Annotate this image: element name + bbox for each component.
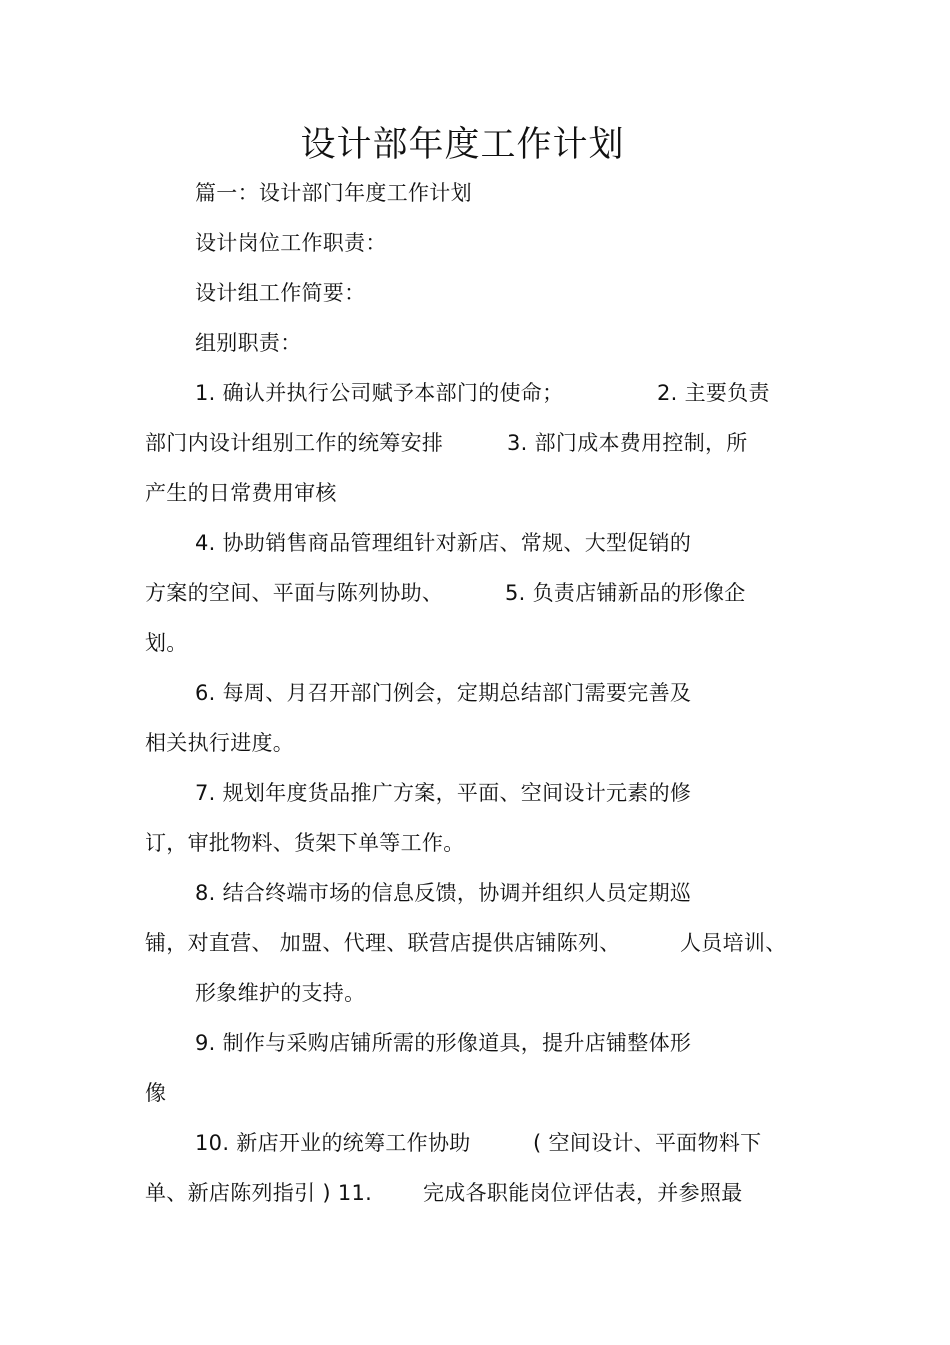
text-line: 像 xyxy=(145,1081,167,1105)
text-segment: 10. 新店开业的统筹工作协助 xyxy=(195,1131,471,1155)
text-line: 组别职责： xyxy=(195,331,302,355)
paragraph-line xyxy=(0,428,950,458)
text-segment: 方案的空间、平面与陈列协助、 xyxy=(145,581,444,605)
text-line: 9. 制作与采购店铺所需的形像道具，提升店铺整体形 xyxy=(195,1031,692,1055)
paragraph-line xyxy=(0,578,950,608)
text-segment: 单、新店陈列指引 ) 11. xyxy=(145,1181,373,1205)
text-line: 订，审批物料、货架下单等工作。 xyxy=(145,831,465,855)
text-line: 4. 协助销售商品管理组针对新店、常规、大型促销的 xyxy=(195,531,692,555)
text-segment: 2. 主要负责 xyxy=(657,381,770,405)
text-line: 7. 规划年度货品推广方案，平面、空间设计元素的修 xyxy=(195,781,692,805)
text-line: 划。 xyxy=(145,631,188,655)
text-segment: 人员培训、 xyxy=(680,931,787,955)
paragraph-line xyxy=(0,928,950,958)
document-title: 设计部年度工作计划 xyxy=(300,125,625,165)
paragraph-line xyxy=(0,378,950,408)
text-segment: 完成各职能岗位评估表，并参照最 xyxy=(423,1181,743,1205)
text-line: 产生的日常费用审核 xyxy=(145,481,337,505)
text-line: 8. 结合终端市场的信息反馈，协调并组织人员定期巡 xyxy=(195,881,692,905)
paragraph-line xyxy=(0,1178,950,1208)
text-line: 6. 每周、月召开部门例会，定期总结部门需要完善及 xyxy=(195,681,692,705)
text-line: 设计岗位工作职责： xyxy=(195,231,387,255)
text-segment: 部门内设计组别工作的统筹安排 xyxy=(145,431,444,455)
text-line: 相关执行进度。 xyxy=(145,731,295,755)
text-segment: 铺，对直营、 加盟、代理、联营店提供店铺陈列、 xyxy=(145,931,621,955)
paragraph-line xyxy=(0,1128,950,1158)
text-segment: 1. 确认并执行公司赋予本部门的使命； xyxy=(195,381,564,405)
section-heading: 篇一：设计部门年度工作计划 xyxy=(195,181,472,205)
text-line: 形象维护的支持。 xyxy=(195,981,366,1005)
text-line: 设计组工作简要： xyxy=(195,281,366,305)
text-segment: 5. 负责店铺新品的形像企 xyxy=(505,581,746,605)
text-segment: 3. 部门成本费用控制，所 xyxy=(507,431,748,455)
text-segment: ( 空间设计、平面物料下 xyxy=(533,1131,762,1155)
